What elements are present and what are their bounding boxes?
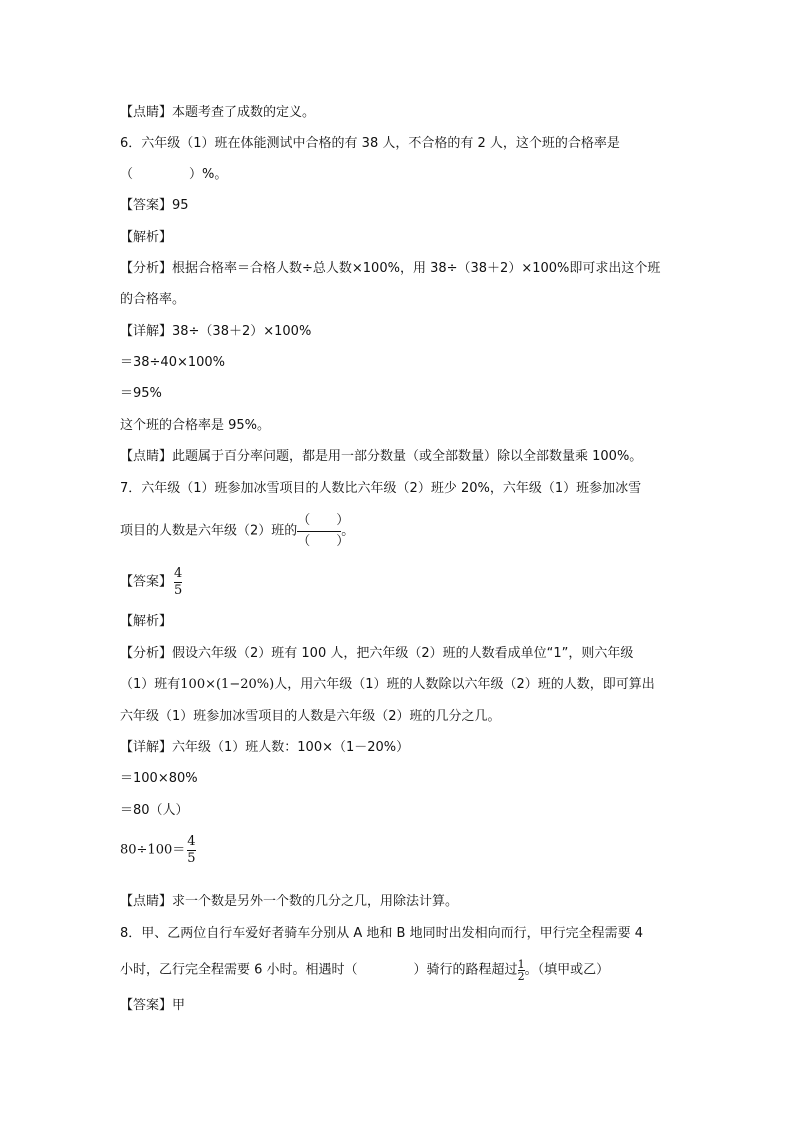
detail-7-line-3: ＝80（人） bbox=[120, 803, 189, 818]
question-7-text: 7．六年级（1）班参加冰雪项目的人数比六年级（2）班少 20%，六年级（1）班参加冰雪 bbox=[120, 481, 642, 496]
answer-8: 【答案】甲 bbox=[120, 998, 186, 1013]
answer-6: 【答案】95 bbox=[120, 198, 189, 213]
detail-6-line-1: 【详解】38÷（38＋2）×100% bbox=[120, 324, 312, 339]
analysis-7-line-3: 六年级（1）班参加冰雪项目的人数是六年级（2）班的几分之几。 bbox=[120, 709, 501, 724]
comment-line-5: 【点睛】本题考查了成数的定义。 bbox=[120, 105, 316, 120]
comment-7: 【点睛】求一个数是另外一个数的几分之几，用除法计算。 bbox=[120, 894, 459, 909]
analysis-7-heading: 【解析】 bbox=[120, 614, 173, 629]
question-8-text: 8．甲、乙两位自行车爱好者骑车分别从 A 地和 B 地同时出发相向而行，甲行完全程需要 4 bbox=[120, 926, 644, 941]
question-7-blank-line: 项目的人数是六年级（2）班的 $\frac{( )}{( )}$ 。 bbox=[120, 513, 355, 549]
detail-7-line-2: ＝100×80% bbox=[120, 771, 198, 786]
analysis-7-line-2: （1）班有100×(1−20%)人，用六年级（1）班的人数除以六年级（2）班的人数，即可算出 bbox=[120, 677, 655, 692]
detail-6-line-3: ＝95% bbox=[120, 386, 162, 401]
comment-6: 【点睛】此题属于百分率问题，都是用一部分数量（或全部数量）除以全部数量乘 100%。 bbox=[120, 449, 643, 464]
result-fraction: $\frac{4}{5}$ bbox=[187, 834, 196, 866]
math-expression: 100×(1−20%) bbox=[180, 677, 275, 692]
detail-7-line-1: 【详解】六年级（1）班人数：100×（1－20%） bbox=[120, 740, 410, 755]
detail-6-line-4: 这个班的合格率是 95%。 bbox=[120, 418, 271, 433]
analysis-6-heading: 【解析】 bbox=[120, 230, 173, 245]
question-6-text: 6．六年级（1）班在体能测试中合格的有 38 人，不合格的有 2 人，这个班的合格率是 bbox=[120, 136, 620, 151]
analysis-7-line-1: 【分析】假设六年级（2）班有 100 人，把六年级（2）班的人数看成单位“1”，则六年级 bbox=[120, 646, 634, 661]
detail-6-line-2: ＝38÷40×100% bbox=[120, 355, 226, 370]
analysis-6-line-1: 【分析】根据合格率＝合格人数÷总人数×100%，用 38÷（38＋2）×100%即可求出这个班 bbox=[120, 261, 661, 276]
blank-fraction: $\frac{( )}{( )}$ bbox=[297, 513, 350, 549]
answer-7: 【答案】 $\frac{4}{5}$ bbox=[120, 566, 183, 598]
question-6-blank-line: （ ）%。 bbox=[120, 167, 228, 182]
analysis-6-line-2: 的合格率。 bbox=[120, 292, 186, 307]
answer-fraction: $\frac{4}{5}$ bbox=[174, 566, 183, 598]
half-fraction: $\frac{1}{2}$ bbox=[517, 958, 525, 983]
question-8-blank-line: 小时，乙行完全程需要 6 小时。相遇时（ ）骑行的路程超过 $\frac{1}{2}$ 。（填甲或乙） bbox=[120, 958, 610, 983]
detail-7-line-4: 80÷100＝ $\frac{4}{5}$ bbox=[120, 834, 196, 866]
